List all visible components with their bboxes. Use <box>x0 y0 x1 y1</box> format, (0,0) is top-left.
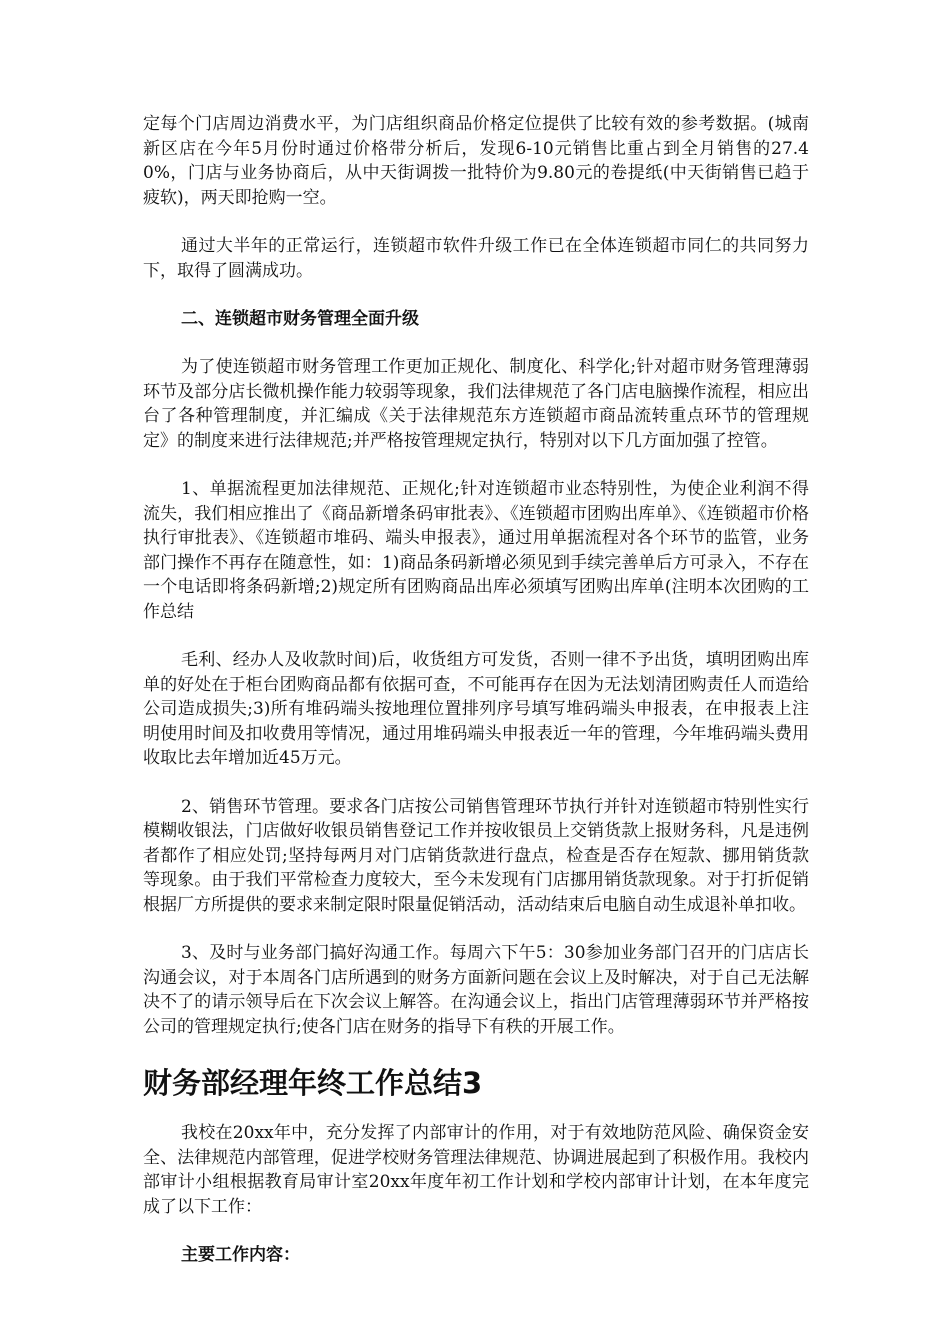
paragraph-communication: 3、及时与业务部门搞好沟通工作。每周六下午5：30参加业务部门召开的门店店长沟通会议，对于本周各门店所遇到的财务方面新问题在会议上及时解决，对于自己无法解决不了的请示领导后在下次会议上解答。在沟通会议上，指出门店管理薄弱环节并严格按公司的管理规定执行;使各门店在财务的指导下有秩的开展工作。 <box>143 943 809 1037</box>
paragraph-document-flow: 1、单据流程更加法律规范、正规化;针对连锁超市业态特别性，为使企业利润不得流失，我们相应推出了《商品新增条码审批表》、《连锁超市团购出库单》、《连锁超市价格执行审批表》、《连锁超市堆码、端头申报表》，通过用单据流程对各个环节的监管，业务部门操作不再存在随意性，如：1)商品条码新增必须见到手续完善单后方可录入，不存在一个电话即将条码新增;2)规定所有团购商品出库必须填写团购出库单(注明本次团购的工作总结 <box>143 479 809 622</box>
paragraph-sales-management: 2、销售环节管理。要求各门店按公司销售管理环节执行并针对连锁超市特别性实行模糊收银法，门店做好收银员销售登记工作并按收银员上交销货款上报财务科，凡是违例者都作了相应处罚;坚持每两月对门店销货款进行盘点，检查是否存在短款、挪用销货款等现象。由于我们平常检查力度较大，至今未发现有门店挪用销货款现象。对于打折促销根据厂方所提供的要求来制定限时限量促销活动，活动结束后电脑自动生成退补单扣收。 <box>143 796 809 915</box>
document-title-summary-3: 财务部经理年终工作总结3 <box>143 1066 483 1100</box>
paragraph-price-analysis: 定每个门店周边消费水平，为门店组织商品价格定位提供了比较有效的参考数据。(城南新区店在今年5月份时通过价格带分析后，发现6-10元销售比重占到全月销售的27.40%，门店与业务协商后，从中天街调拨一批特价为9.80元的卷提纸(中天街销售已趋于疲软)，两天即抢购一空。 <box>143 114 809 208</box>
section-heading-main-work: 主要工作内容： <box>181 1245 300 1265</box>
paragraph-internal-audit: 我校在20xx年中，充分发挥了内部审计的作用，对于有效地防范风险、确保资金安全、法律规范内部管理，促进学校财务管理法律规范、协调进展起到了积极作用。我校内部审计小组根据教育局审计室20xx年度年初工作计划和学校内部审计计划，在本年度完成了以下工作： <box>143 1123 809 1217</box>
section-heading-finance-upgrade: 二、连锁超市财务管理全面升级 <box>181 309 419 329</box>
paragraph-group-purchase: 毛利、经办人及收款时间)后，收货组方可发货，否则一律不予出货，填明团购出库单的好处在于柜台团购商品都有依据可查，不可能再存在因为无法划清团购责任人而造给公司造成损失;3)所有堆码端头按地理位置排列序号填写堆码端头申报表，在申报表上注明使用时间及扣收费用等情况，通过用堆码端头申报表近一年的管理，今年堆码端头费用收取比去年增加近45万元。 <box>143 650 809 768</box>
paragraph-software-upgrade: 通过大半年的正常运行，连锁超市软件升级工作已在全体连锁超市同仁的共同努力下，取得了圆满成功。 <box>143 236 809 281</box>
paragraph-finance-management: 为了使连锁超市财务管理工作更加正规化、制度化、科学化;针对超市财务管理薄弱环节及部分店长微机操作能力较弱等现象，我们法律规范了各门店电脑操作流程，相应出台了各种管理制度，并汇编成《关于法律规范东方连锁超市商品流转重点环节的管理规定》的制度来进行法律规范;并严格按管理规定执行，特别对以下几方面加强了控管。 <box>143 357 809 451</box>
document-page <box>143 112 809 1291</box>
